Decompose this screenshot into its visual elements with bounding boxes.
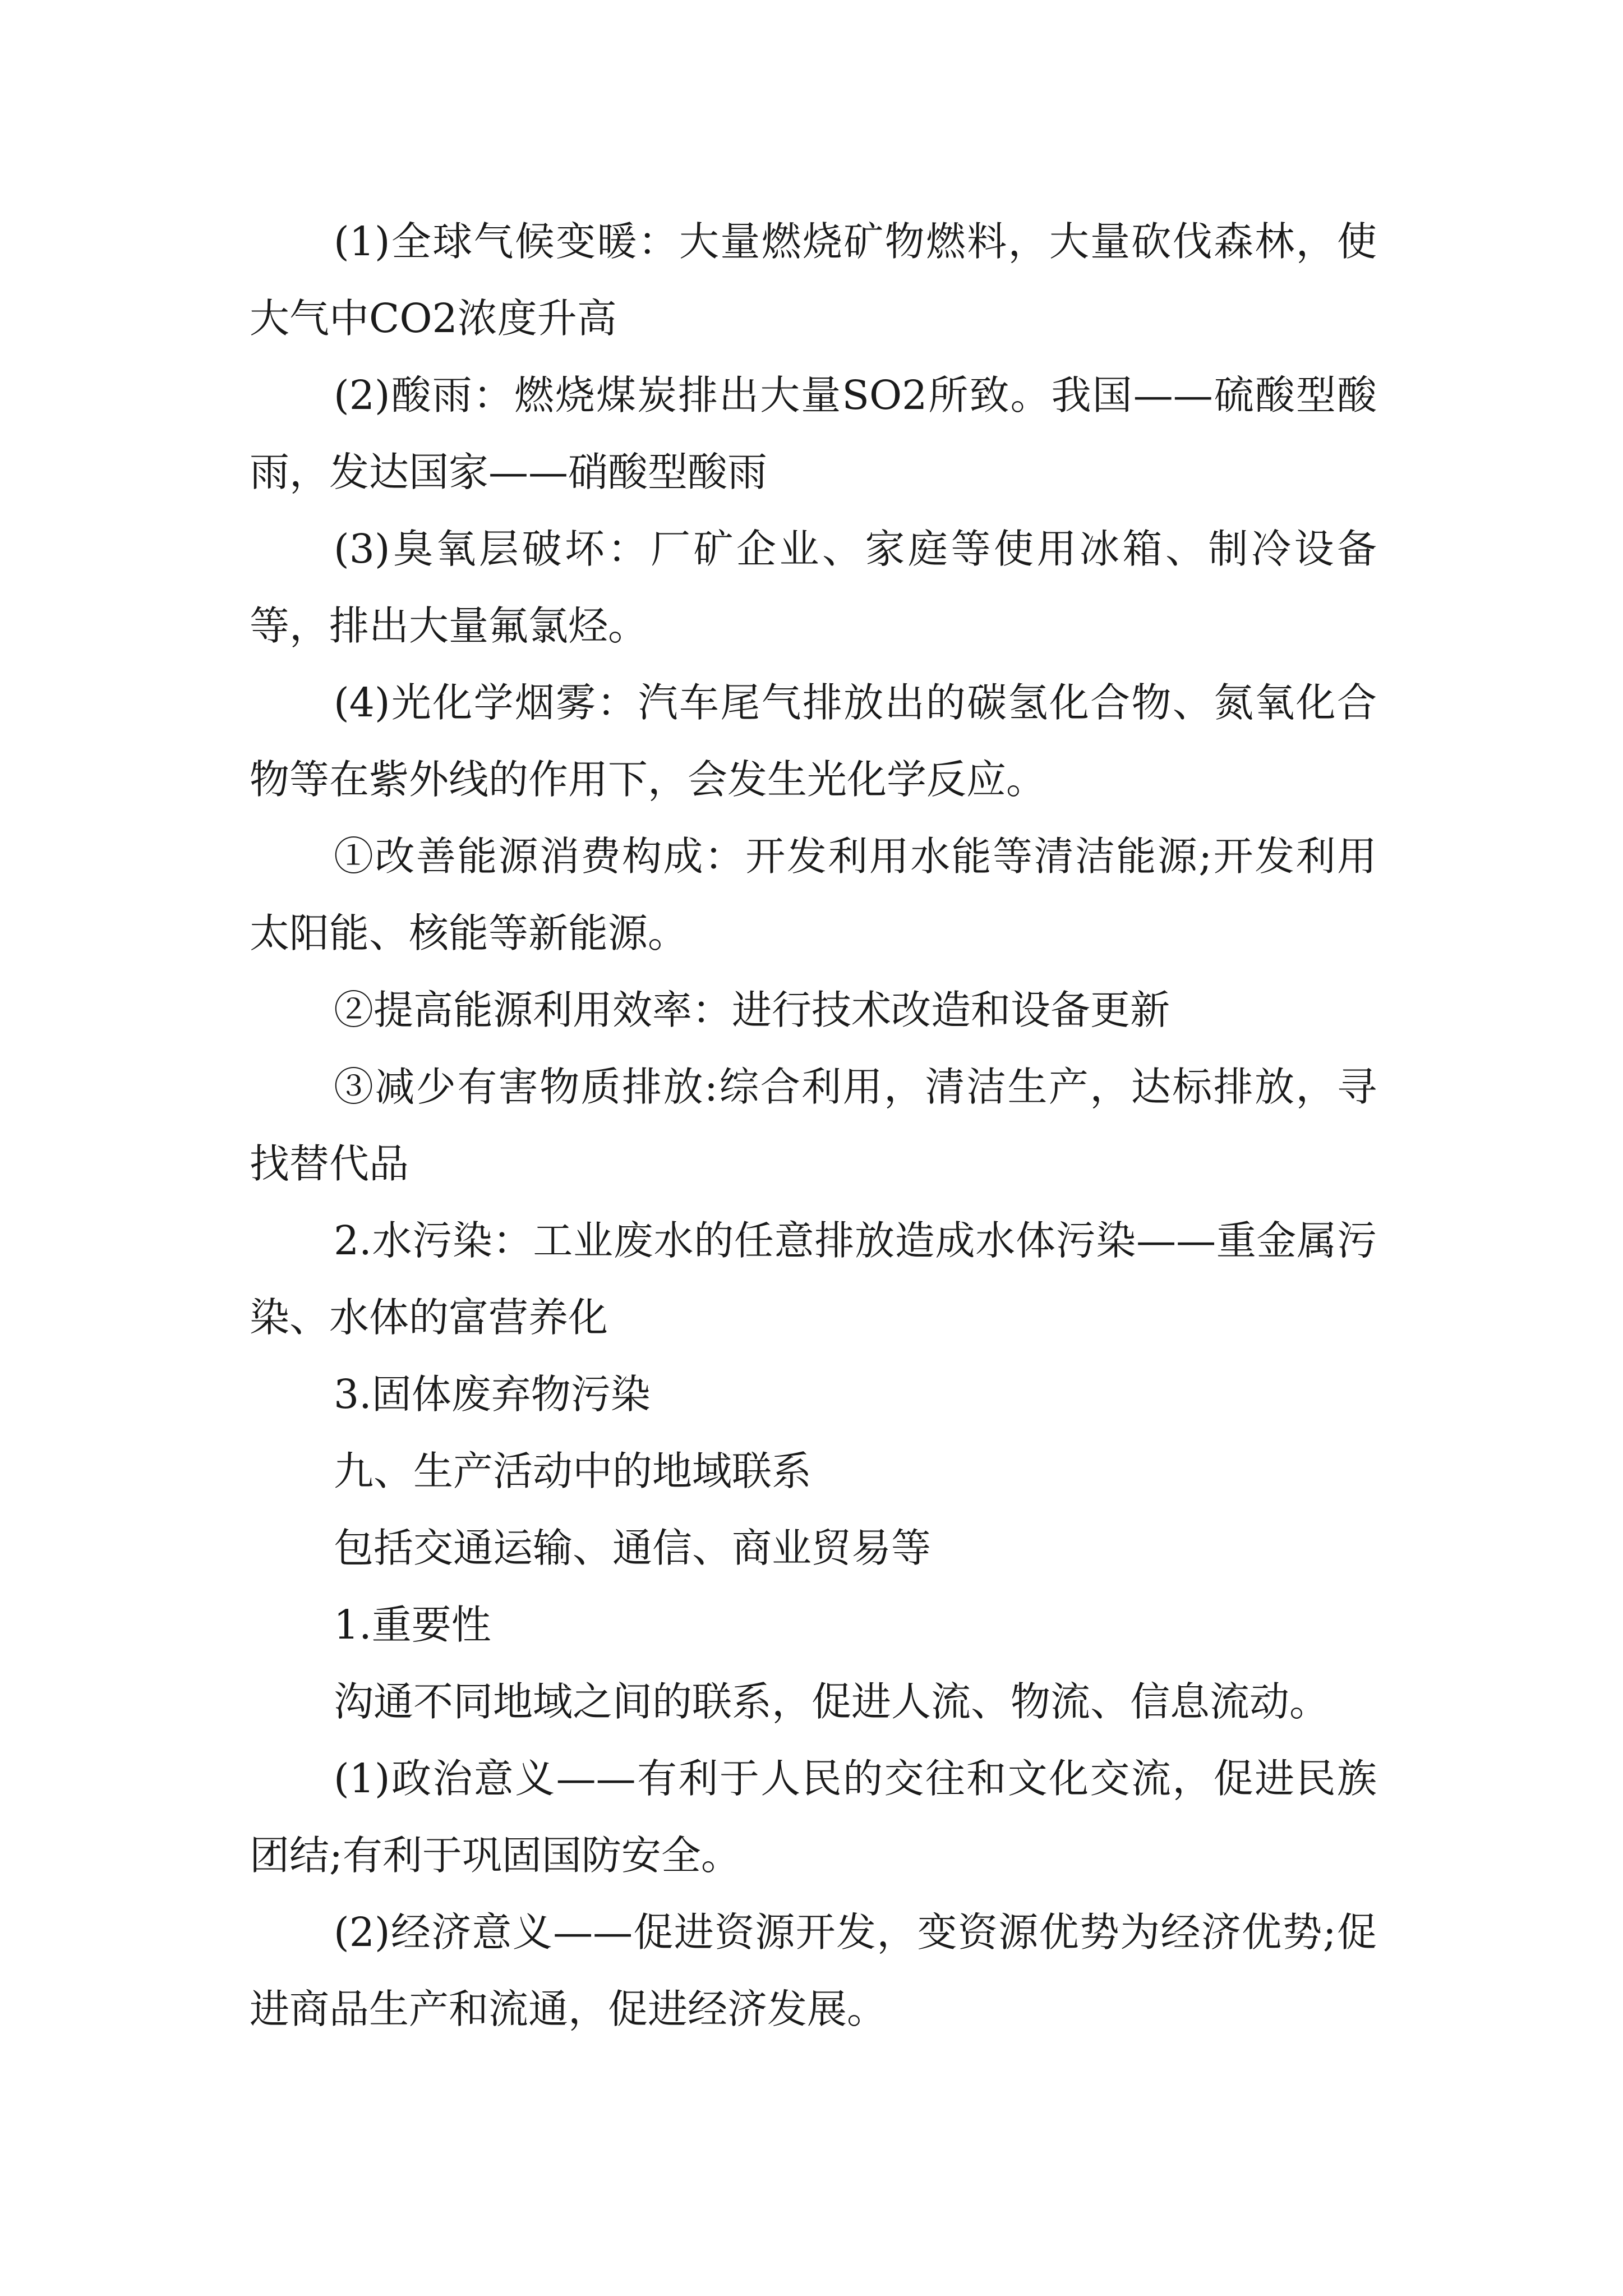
paragraph-energy-efficiency: ②提高能源利用效率：进行技术改造和设备更新	[334, 987, 1170, 1033]
document-body	[250, 203, 1377, 2047]
subheading-importance: 1.重要性	[334, 1602, 491, 1648]
paragraph-water-pollution: 2.水污染：工业废水的任意排放造成水体污染——重金属污染、水体的富营养化	[250, 1217, 1377, 1341]
paragraph-includes: 包括交通运输、通信、商业贸易等	[334, 1525, 932, 1571]
section-heading-regional-links: 九、生产活动中的地域联系	[334, 1448, 812, 1494]
paragraph-energy-structure: ①改善能源消费构成：开发利用水能等清洁能源;开发利用太阳能、核能等新能源。	[250, 833, 1377, 956]
paragraph-solid-waste: 3.固体废弃物污染	[334, 1371, 651, 1418]
paragraph-importance-summary: 沟通不同地域之间的联系，促进人流、物流、信息流动。	[334, 1678, 1330, 1725]
paragraph-economic-significance: (2)经济意义——促进资源开发，变资源优势为经济优势;促进商品生产和流通，促进经济发展。	[250, 1909, 1377, 2032]
paragraph-global-warming: (1)全球气候变暖：大量燃烧矿物燃料，大量砍伐森林，使大气中CO2浓度升高	[250, 218, 1377, 342]
paragraph-acid-rain: (2)酸雨：燃烧煤炭排出大量SO2所致。我国——硫酸型酸雨，发达国家——硝酸型酸雨	[250, 372, 1377, 495]
paragraph-reduce-emissions: ③减少有害物质排放:综合利用，清洁生产，达标排放，寻找替代品	[250, 1064, 1377, 1187]
paragraph-political-significance: (1)政治意义——有利于人民的交往和文化交流，促进民族团结;有利于巩固国防安全。	[250, 1755, 1377, 1879]
paragraph-photochemical-smog: (4)光化学烟雾：汽车尾气排放出的碳氢化合物、氮氧化合物等在紫外线的作用下，会发生光化学反应。	[250, 679, 1377, 803]
paragraph-ozone-depletion: (3)臭氧层破坏：厂矿企业、家庭等使用冰箱、制冷设备等，排出大量氟氯烃。	[250, 526, 1377, 649]
